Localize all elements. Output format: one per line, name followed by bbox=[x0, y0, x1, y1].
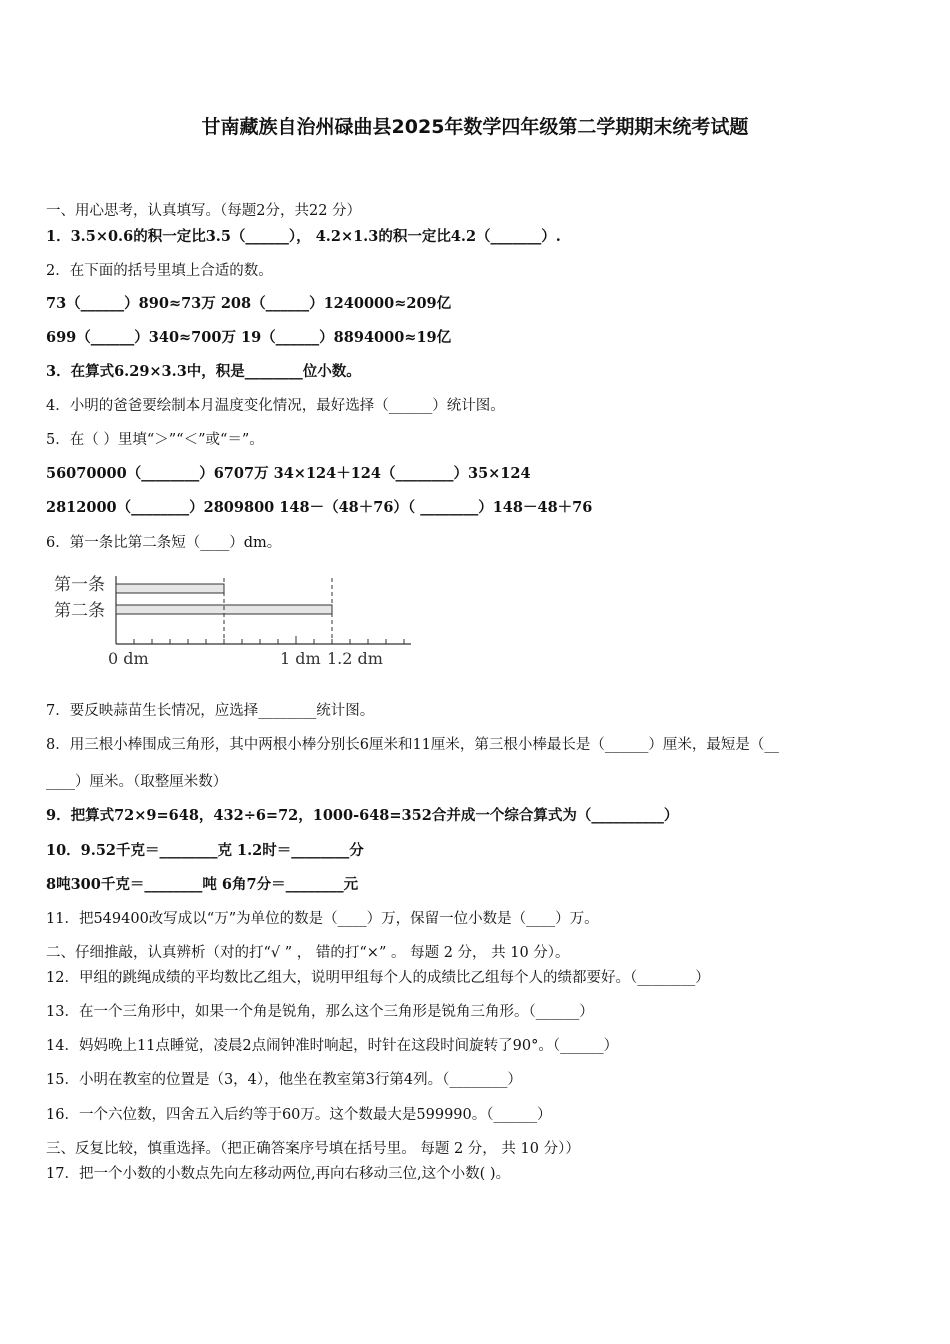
question-2-row-2: 699（______）340≈700万 19（______）8894000≈19亿 bbox=[46, 329, 452, 346]
bar1-label: 第一条 bbox=[54, 575, 105, 595]
question-5-row-2: 2812000（________）2809800 148－（48＋76）（ ________）148－48＋76 bbox=[46, 499, 593, 516]
page-title: 甘南藏族自治州碌曲县2025年数学四年级第二学期期末统考试题 bbox=[201, 116, 749, 138]
question-5: 5．在（ ）里填“＞”“＜”或“＝”。 bbox=[46, 432, 264, 448]
tick-label-0: 0 dm bbox=[108, 649, 149, 668]
question-2-row-1: 73（______）890≈73万 208（______）1240000≈209亿 bbox=[46, 295, 452, 312]
question-13: 13．在一个三角形中，如果一个角是锐角，那么这个三角形是锐角三角形。（______） bbox=[46, 1004, 594, 1020]
question-8-continued: ____）厘米。（取整厘米数） bbox=[46, 774, 228, 790]
question-1: 1．3.5×0.6的积一定比3.5（______）， 4.2×1.3的积一定比4.2（_______）. bbox=[46, 228, 561, 245]
question-10-row-2: 8吨300千克＝________吨 6角7分＝________元 bbox=[46, 876, 359, 893]
tick-label-1-2: 1.2 dm bbox=[327, 649, 383, 668]
question-6: 6．第一条比第二条短（____）dm。 bbox=[46, 535, 282, 551]
ruler-ticks bbox=[116, 636, 404, 644]
section-3-heading: 三、反复比较，慎重选择。（把正确答案序号填在括号里。 每题 2 分， 共 10 分）） bbox=[46, 1141, 580, 1157]
question-15: 15．小明在教室的位置是（3，4），他坐在教室第3行第4列。（________） bbox=[46, 1072, 522, 1088]
question-12: 12．甲组的跳绳成绩的平均数比乙组大，说明甲组每个人的成绩比乙组每个人的绩都要好。（________） bbox=[46, 970, 710, 986]
bar-length-figure bbox=[46, 568, 426, 678]
question-4: 4．小明的爸爸要绘制本月温度变化情况，最好选择（______）统计图。 bbox=[46, 398, 505, 414]
question-7: 7．要反映蒜苗生长情况，应选择________统计图。 bbox=[46, 703, 375, 719]
question-8: 8．用三根小棒围成三角形，其中两根小棒分别长6厘米和11厘米，第三根小棒最长是（______）厘米，最短是（__ bbox=[46, 737, 779, 753]
question-11: 11．把549400改写成以“万”为单位的数是（____）万，保留一位小数是（____）万。 bbox=[46, 911, 599, 927]
question-14: 14．妈妈晚上11点睡觉，凌晨2点闹钟准时响起，时针在这段时间旋转了90°。（______） bbox=[46, 1038, 619, 1054]
question-5-row-1: 56070000（________）6707万 34×124＋124（________）35×124 bbox=[46, 465, 531, 482]
question-16: 16．一个六位数，四舍五入后约等于60万。这个数最大是599990。（______） bbox=[46, 1107, 552, 1123]
question-9: 9．把算式72×9=648，432÷6=72，1000-648=352合并成一个综合算式为（__________） bbox=[46, 807, 679, 824]
bar-1 bbox=[116, 584, 224, 593]
question-2: 2．在下面的括号里填上合适的数。 bbox=[46, 263, 273, 279]
question-10-row-1: 10．9.52千克＝________克 1.2时＝________分 bbox=[46, 842, 364, 859]
tick-label-1: 1 dm bbox=[280, 649, 321, 668]
section-1-heading: 一、用心思考，认真填写。（每题2分，共22 分） bbox=[46, 203, 362, 219]
bar2-label: 第二条 bbox=[54, 601, 105, 621]
question-3: 3．在算式6.29×3.3中，积是________位小数。 bbox=[46, 363, 361, 380]
question-17: 17．把一个小数的小数点先向左移动两位,再向右移动三位,这个小数( )。 bbox=[46, 1166, 511, 1182]
section-2-heading: 二、仔细推敲，认真辨析（对的打“√ ” ， 错的打“×” 。 每题 2 分， 共 10 分）。 bbox=[46, 945, 570, 961]
